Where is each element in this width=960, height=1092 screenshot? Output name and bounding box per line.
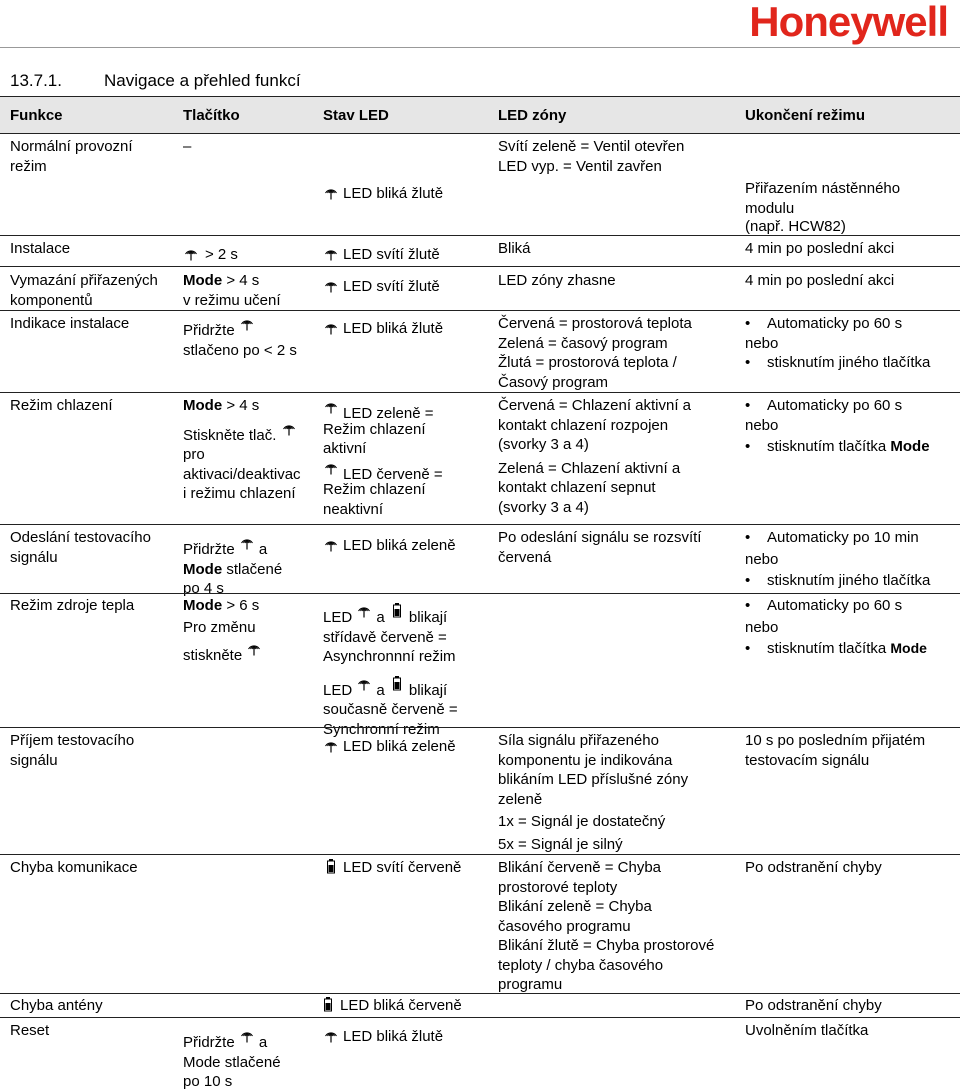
cell-funkce: Odeslání testovacího signálu (10, 529, 151, 566)
cell-funkce: Normální provozní režim (10, 138, 133, 175)
battery-icon (389, 602, 405, 618)
row-divider (0, 854, 960, 855)
cell-tlacitko: > 2 s (183, 245, 238, 265)
cell-stav-led: LED bliká žlutě (323, 184, 443, 204)
cell-led-zony: LED zóny zhasne (498, 272, 616, 289)
header-divider (0, 47, 960, 48)
row-divider (0, 524, 960, 525)
cell-funkce: Vymazání přiřazených komponentů (10, 272, 158, 309)
section-title-text: Navigace a přehled funkcí (104, 71, 301, 90)
antenna-icon (239, 1027, 255, 1043)
cell-tlacitko: Přidržte stlačeno po < 2 s (183, 315, 297, 360)
row-divider (0, 310, 960, 311)
cell-stav-led: LED bliká žlutě (323, 1027, 443, 1047)
battery-icon (320, 996, 336, 1012)
cell-stav-led: LED svítí červeně (323, 858, 461, 878)
cell-funkce: Chyba antény (10, 997, 103, 1014)
antenna-icon (183, 245, 199, 261)
row-divider (0, 593, 960, 594)
antenna-icon (323, 459, 339, 475)
cell-led-zony: Po odeslání signálu se rozsvítí červená (498, 529, 702, 566)
cell-ukonceni: Po odstranění chyby (745, 859, 882, 876)
row-divider (0, 1017, 960, 1018)
cell-ukonceni: • Automaticky po 60 s nebo • stisknutím jiného tlačítka (745, 314, 930, 373)
honeywell-logo: Honeywell (749, 0, 948, 45)
cell-led-zony: Blikání červeně = Chyba prostorové teploty Blikání zeleně = Chyba časového programu Blikání žlutě = Chyba prostorové teploty / chyba časového programu (498, 859, 715, 993)
cell-tlacitko: Přidržte a Mode stlačené po 4 s (183, 528, 282, 599)
row-divider (0, 727, 960, 728)
cell-stav-led: LED bliká zeleně (323, 536, 456, 556)
antenna-icon (323, 536, 339, 552)
cell-funkce: Chyba komunikace (10, 859, 138, 876)
antenna-icon (239, 534, 255, 550)
row-divider (0, 266, 960, 267)
antenna-icon (239, 315, 255, 331)
cell-led-zony: Bliká (498, 240, 531, 257)
cell-ukonceni: • Automaticky po 10 min nebo • stisknutím jiného tlačítka (745, 528, 930, 591)
cell-stav-led: LED bliká žlutě (323, 319, 443, 339)
cell-ukonceni: 10 s po posledním přijatém testovacím signálu (745, 732, 926, 769)
cell-ukonceni: Po odstranění chyby (745, 997, 882, 1014)
cell-ukonceni: 4 min po poslední akci (745, 272, 895, 289)
cell-led-zony: Červená = prostorová teplota Zelená = časový program Žlutá = prostorová teplota / Časový program (498, 315, 692, 391)
antenna-icon (281, 420, 297, 436)
battery-icon (389, 675, 405, 691)
table-header (0, 96, 960, 134)
cell-tlacitko: Mode > 6 s Pro změnu stiskněte (183, 596, 266, 666)
cell-tlacitko: Mode > 4 s v režimu učení (183, 272, 281, 309)
col-header-tlacitko: Tlačítko (183, 107, 240, 124)
cell-funkce: Režim chlazení (10, 397, 113, 414)
antenna-icon (246, 640, 262, 656)
cell-funkce: Režim zdroje tepla (10, 597, 135, 614)
cell-tlacitko: – (183, 138, 192, 155)
antenna-icon (323, 319, 339, 335)
col-header-ukonceni: Ukončení režimu (745, 107, 866, 124)
cell-ukonceni: • Automaticky po 60 s nebo • stisknutím tlačítka Mode (745, 396, 930, 457)
cell-stav-led: LED zeleně = Režim chlazení aktivní LED červeně = Režim chlazení neaktivní (323, 398, 443, 519)
battery-icon (323, 858, 339, 874)
cell-ukonceni: Přiřazením nástěnného modulu (např. HCW82) (745, 180, 901, 235)
cell-ukonceni: 4 min po poslední akci (745, 240, 895, 257)
antenna-icon (323, 245, 339, 261)
antenna-icon (323, 277, 339, 293)
section-number: 13.7.1. (10, 71, 62, 90)
antenna-icon (323, 1027, 339, 1043)
antenna-icon (323, 184, 339, 200)
antenna-icon (356, 602, 372, 618)
cell-stav-led: LED bliká zeleně (323, 737, 456, 757)
col-header-funkce: Funkce (10, 107, 63, 124)
cell-led-zony: Svítí zeleně = Ventil otevřen LED vyp. = Ventil zavřen (498, 138, 685, 175)
section-title (10, 70, 301, 92)
cell-funkce: Indikace instalace (10, 315, 130, 332)
cell-stav-led: LED bliká červeně (320, 996, 462, 1016)
row-divider (0, 392, 960, 393)
cell-funkce: Příjem testovacího signálu (10, 732, 135, 769)
cell-led-zony: Červená = Chlazení aktivní a kontakt chlazení rozpojen (svorky 3 a 4) Zelená = Chlazení aktivní a kontakt chlazení sepnut (svorky 3 a 4) (498, 397, 692, 516)
cell-stav-led: LED a blikají střídavě červeně = Asynchronnní režim LED a blikají současně červeně = Synchronní režim (323, 596, 458, 739)
cell-ukonceni: • Automaticky po 60 s nebo • stisknutím tlačítka Mode (745, 596, 927, 659)
cell-funkce: Instalace (10, 240, 71, 257)
antenna-icon (356, 675, 372, 691)
row-divider (0, 993, 960, 994)
cell-stav-led: LED svítí žlutě (323, 245, 440, 265)
cell-tlacitko: Mode > 4 s Stiskněte tlač. pro aktivaci/deaktivac i režimu chlazení (183, 397, 301, 502)
cell-funkce: Reset (10, 1022, 50, 1039)
cell-stav-led: LED svítí žlutě (323, 277, 440, 297)
cell-tlacitko: Přidržte a Mode stlačené po 10 s (183, 1021, 281, 1092)
cell-ukonceni: Uvolněním tlačítka (745, 1022, 869, 1039)
antenna-icon (323, 737, 339, 753)
col-header-led-zony: LED zóny (498, 107, 567, 124)
antenna-icon (323, 398, 339, 414)
col-header-stav-led: Stav LED (323, 107, 389, 124)
row-divider (0, 235, 960, 236)
cell-led-zony: Síla signálu přiřazeného komponentu je indikována blikáním LED příslušné zóny zeleně 1x = Signál je dostatečný 5x = Signál je silný (498, 732, 689, 853)
